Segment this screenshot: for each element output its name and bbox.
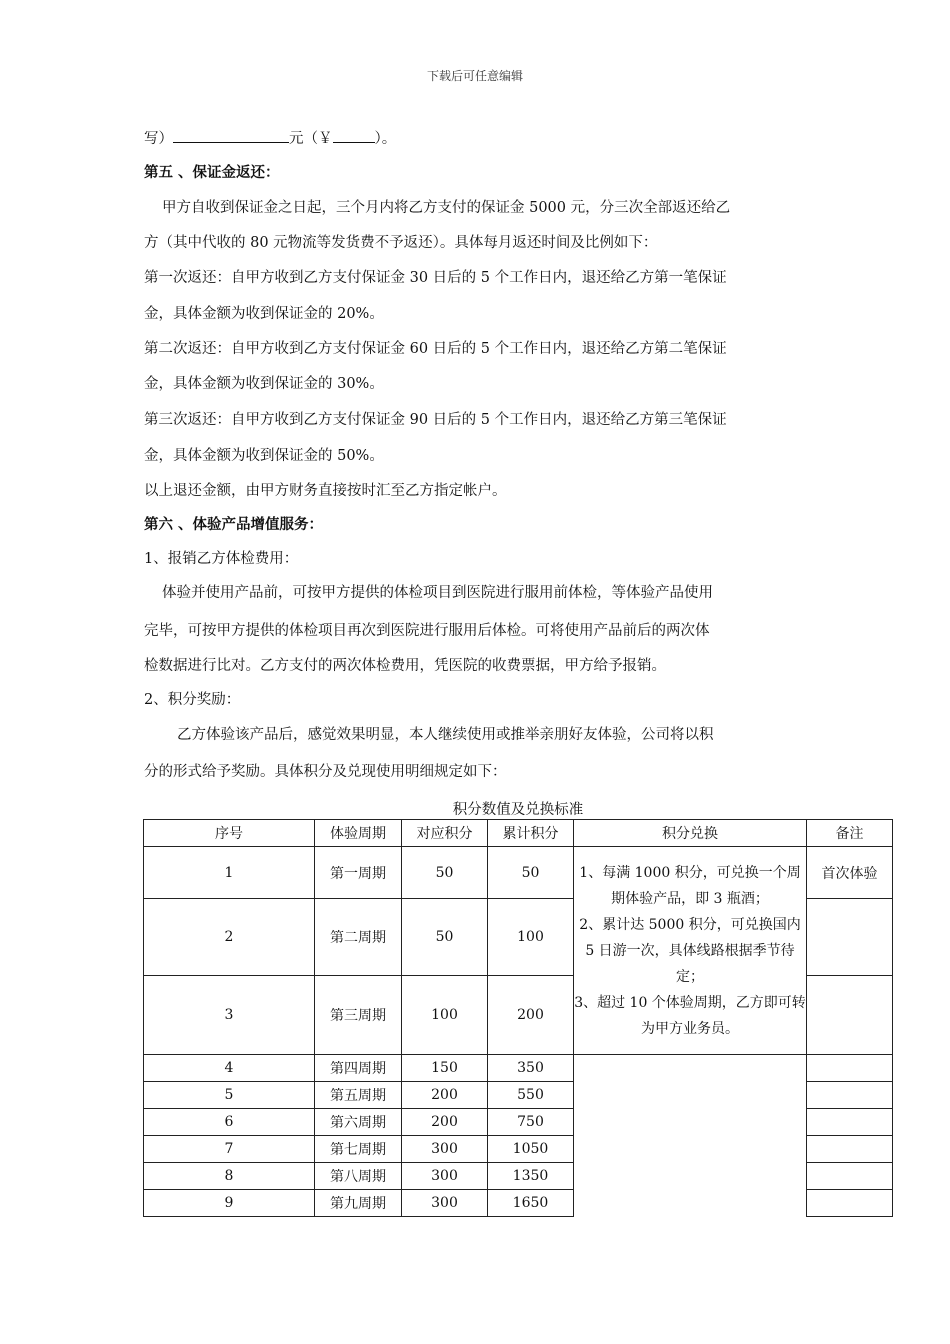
cell-cumulative: 750 — [488, 1109, 574, 1136]
cell-points: 50 — [402, 847, 488, 899]
exchange-rules-cell — [574, 847, 807, 1055]
page-header: 下载后可任意编辑 — [426, 69, 523, 83]
cell-cumulative: 350 — [488, 1055, 574, 1082]
cell-index: 6 — [144, 1109, 315, 1136]
section5-para1-line1: 甲方自收到保证金之日起，三个月内将乙方支付的保证金 5000 元，分三次全部返还给乙 — [162, 200, 731, 216]
cell-period: 第五周期 — [315, 1082, 402, 1109]
cell-index: 3 — [144, 976, 315, 1055]
item1-line3: 检数据进行比对。乙方支付的两次体检费用，凭医院的收费票据，甲方给予报销。 — [144, 658, 666, 674]
intro-prefix: 写） — [144, 131, 173, 147]
cell-note — [807, 1190, 893, 1217]
cell-index: 9 — [144, 1190, 315, 1217]
header-period: 体验周期 — [315, 820, 402, 847]
cell-period: 第八周期 — [315, 1163, 402, 1190]
section6-title: 第六 、体验产品增值服务： — [144, 517, 324, 533]
cell-points: 100 — [402, 976, 488, 1055]
table-row — [144, 847, 893, 899]
cell-period: 第四周期 — [315, 1055, 402, 1082]
refund-closing: 以上退还金额，由甲方财务直接按时汇至乙方指定帐户。 — [144, 483, 507, 499]
amount-number-blank — [333, 128, 375, 143]
cell-cumulative: 100 — [488, 899, 574, 976]
refund2-line2: 金，具体金额为收到保证金的 30%。 — [144, 376, 384, 392]
item2-line1: 乙方体验该产品后，感觉效果明显，本人继续使用或推举亲朋好友体验，公司将以积 — [177, 727, 714, 743]
cell-points: 300 — [402, 1136, 488, 1163]
cell-cumulative: 1650 — [488, 1190, 574, 1217]
header-index: 序号 — [144, 820, 315, 847]
cell-index: 4 — [144, 1055, 315, 1082]
item2-title: 2、积分奖励： — [144, 692, 241, 708]
header-exchange: 积分兑换 — [574, 820, 807, 847]
cell-points: 150 — [402, 1055, 488, 1082]
header-points: 对应积分 — [402, 820, 488, 847]
cell-period: 第三周期 — [315, 976, 402, 1055]
cell-index: 1 — [144, 847, 315, 899]
cell-points: 200 — [402, 1082, 488, 1109]
section5-title: 第五 、保证金返还： — [144, 165, 280, 181]
header-note: 备注 — [807, 820, 893, 847]
refund2-line1: 第二次返还：自甲方收到乙方支付保证金 60 日后的 5 个工作日内，退还给乙方第二笔保证 — [144, 341, 727, 357]
cell-period: 第一周期 — [315, 847, 402, 899]
cell-points: 300 — [402, 1163, 488, 1190]
cell-cumulative: 50 — [488, 847, 574, 899]
intro-suffix: ）。 — [374, 131, 397, 147]
table-caption: 积分数值及兑换标准 — [452, 802, 584, 818]
table-header-row — [144, 820, 893, 847]
cell-points: 300 — [402, 1190, 488, 1217]
section5-para1-line2: 方（其中代收的 80 元物流等发货费不予返还）。具体每月返还时间及比例如下： — [144, 235, 658, 251]
refund1-line1: 第一次返还：自甲方收到乙方支付保证金 30 日后的 5 个工作日内，退还给乙方第一笔保证 — [144, 270, 727, 286]
cell-cumulative: 200 — [488, 976, 574, 1055]
exchange-rule-3: 3、超过 10 个体验周期，乙方即可转为甲方业务员。 — [574, 994, 806, 1037]
cell-index: 7 — [144, 1136, 315, 1163]
cell-note — [807, 1163, 893, 1190]
cell-period: 第六周期 — [315, 1109, 402, 1136]
exchange-gap — [574, 1055, 807, 1217]
header-cumulative: 累计积分 — [488, 820, 574, 847]
cell-period: 第九周期 — [315, 1190, 402, 1217]
refund3-line1: 第三次返还：自甲方收到乙方支付保证金 90 日后的 5 个工作日内，退还给乙方第三笔保证 — [144, 412, 727, 428]
cell-cumulative: 1050 — [488, 1136, 574, 1163]
cell-note — [807, 1055, 893, 1082]
cell-note — [807, 1136, 893, 1163]
cell-period: 第七周期 — [315, 1136, 402, 1163]
refund3-line2: 金，具体金额为收到保证金的 50%。 — [144, 448, 384, 464]
cell-cumulative: 1350 — [488, 1163, 574, 1190]
intro-mid: 元（￥ — [289, 131, 333, 147]
item1-line2: 完毕，可按甲方提供的体检项目再次到医院进行服用后体检。可将使用产品前后的两次体 — [144, 623, 710, 639]
table-row — [144, 1055, 893, 1082]
cell-note — [807, 1082, 893, 1109]
cell-note: 首次体验 — [807, 847, 893, 899]
cell-note — [807, 1109, 893, 1136]
cell-index: 2 — [144, 899, 315, 976]
cell-points: 50 — [402, 899, 488, 976]
intro-line — [144, 128, 396, 149]
cell-index: 5 — [144, 1082, 315, 1109]
cell-points: 200 — [402, 1109, 488, 1136]
cell-period: 第二周期 — [315, 899, 402, 976]
item2-line2: 分的形式给予奖励。具体积分及兑现使用明细规定如下： — [144, 764, 507, 780]
refund1-line2: 金，具体金额为收到保证金的 20%。 — [144, 306, 384, 322]
exchange-rule-1: 1、每满 1000 积分，可兑换一个周期体验产品，即 3 瓶酒； — [579, 864, 801, 907]
cell-cumulative: 550 — [488, 1082, 574, 1109]
cell-note — [807, 899, 893, 976]
points-table — [143, 819, 893, 1217]
amount-words-blank — [173, 128, 289, 143]
exchange-rule-2: 2、累计达 5000 积分，可兑换国内 5 日游一次，具体线路根据季节待定； — [579, 916, 801, 985]
cell-index: 8 — [144, 1163, 315, 1190]
item1-line1: 体验并使用产品前，可按甲方提供的体检项目到医院进行服用前体检，等体验产品使用 — [162, 585, 713, 601]
item1-title: 1、报销乙方体检费用： — [144, 551, 299, 567]
cell-note — [807, 976, 893, 1055]
